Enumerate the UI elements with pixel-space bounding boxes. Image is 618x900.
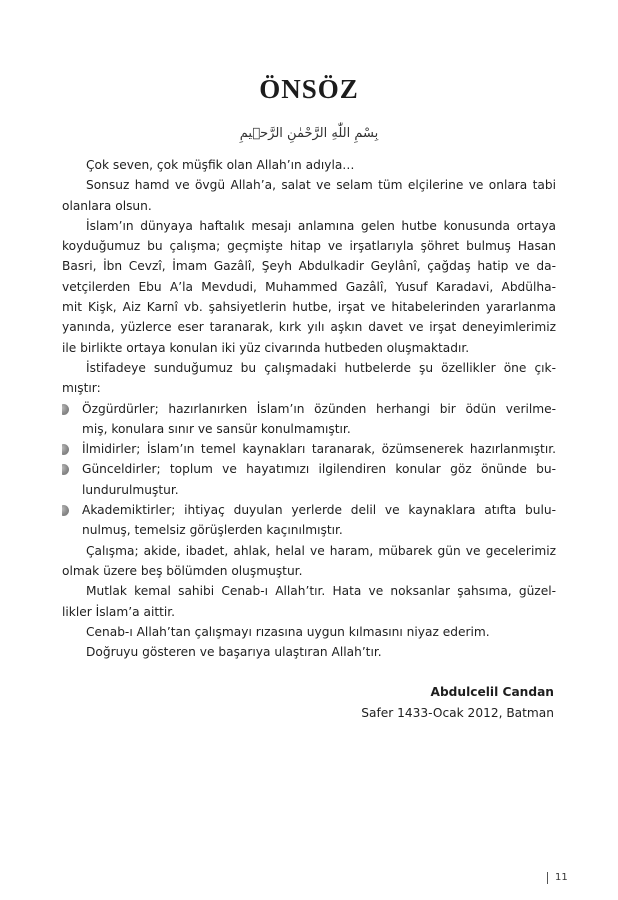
list-item-continuation: lundurulmuştur. <box>82 482 179 497</box>
paragraph-line: mıştır: <box>62 381 101 396</box>
paragraph-line: Sonsuz hamd ve övgü Allah’a, salat ve selam tüm elçilerine ve onlara tabi <box>86 178 556 193</box>
paragraph-line: Mutlak kemal sahibi Cenab-ı Allah’tır. Hata ve noksanlar şahsıma, güzel- <box>86 584 556 599</box>
paragraph-line: olmak üzere beş bölümden oluşmuştur. <box>62 563 303 578</box>
list-item <box>62 439 556 459</box>
paragraph-line: ile birlikte ortaya konulan iki yüz civarında hutbeden oluşmaktadır. <box>62 340 470 355</box>
bullet-icon <box>62 505 69 516</box>
paragraph-line: olanlara olsun. <box>62 198 152 213</box>
paragraph-line: Doğruyu gösteren ve başarıya ulaştıran Allah’tır. <box>86 645 382 660</box>
basmala: بِسْمِ اللّٰهِ الرَّحْمٰنِ الرَّح۪يمِ <box>239 126 379 141</box>
list-item-text: Özgürdürler; hazırlanırken İslam’ın özünden herhangi bir ödün verilme- <box>82 401 556 416</box>
list-item-continuation: nulmuş, temelsiz görüşlerden kaçınılmıştır. <box>82 523 343 538</box>
list-item-continuation: miş, konulara sınır ve sansür konulmamıştır. <box>82 421 351 436</box>
preface-body <box>62 155 556 662</box>
paragraph-line: mit Kişk, Aiz Karnî vb. şahsiyetlerin hutbe, irşat ve hitabelerinden yararlanma <box>62 300 556 315</box>
page-title: ÖNSÖZ <box>259 74 359 104</box>
paragraph-line: Cenab-ı Allah’tan çalışmayı rızasına uygun kılmasını niyaz ederim. <box>86 624 490 639</box>
paragraph-line: İstifadeye sunduğumuz bu çalışmadaki hutbelerde şu özellikler öne çık- <box>86 360 556 375</box>
date-place: Safer 1433-Ocak 2012, Batman <box>361 706 554 720</box>
list-item-text: Günceldirler; toplum ve hayatımızı ilgilendiren konular göz önünde bu- <box>82 462 556 477</box>
paragraph-line: vetçilerden Ebu A’la Mevdudi, Muhammed Gazâlî, Yusuf Karadavi, Abdülha- <box>62 279 556 294</box>
bullet-icon <box>62 464 69 475</box>
list-item <box>62 399 556 419</box>
list-item-text: İlmidirler; İslam’ın temel kaynakları taranarak, özümsenerek hazırlanmıştır. <box>82 442 556 457</box>
bullet-icon <box>62 404 69 415</box>
paragraph-line: koyduğumuz bu çalışma; geçmişte hitap ve irşatlarıyla şöhret bulmuş Hasan <box>62 239 556 254</box>
list-item <box>62 459 556 479</box>
list-item <box>62 500 556 520</box>
paragraph-line: likler İslam’a aittir. <box>62 604 176 619</box>
list-item-text: Akademiktirler; ihtiyaç duyulan yerlerde delil ve kaynaklara atıfta bulu- <box>82 503 556 518</box>
signature-block <box>361 682 554 724</box>
paragraph-line: Çok seven, çok müşfik olan Allah’ın adıyla… <box>86 158 355 172</box>
author-name: Abdulcelil Candan <box>430 685 554 699</box>
page-number: 11 <box>547 872 568 884</box>
paragraph-line: İslam’ın dünyaya haftalık mesajı anlamına gelen hutbe konusunda ortaya <box>86 218 556 233</box>
paragraph-line: Çalışma; akide, ibadet, ahlak, helal ve haram, mübarek gün ve gecelerimiz <box>86 543 556 558</box>
paragraph-line: Basri, İbn Cevzî, İmam Gazâlî, Şeyh Abdulkadir Geylânî, çağdaş hatip ve da- <box>62 259 556 274</box>
paragraph-line: yanında, yüzlerce eser taranarak, kırk yılı aşkın davet ve irşat deneyimlerimiz <box>62 320 556 335</box>
bullet-icon <box>62 444 69 455</box>
